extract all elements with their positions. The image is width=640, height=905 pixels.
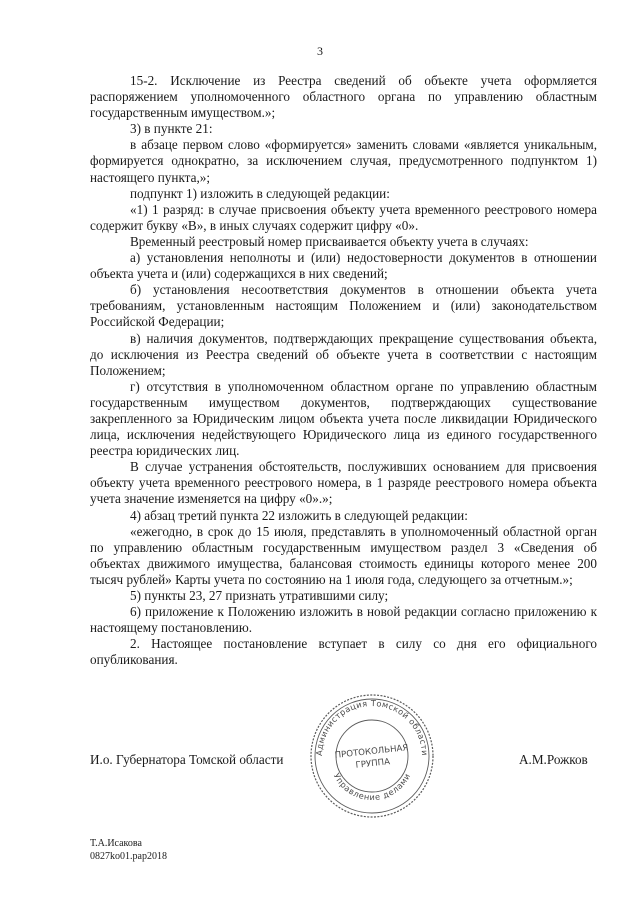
paragraph-subitem-1: подпункт 1) изложить в следующей редакции: [130, 185, 390, 201]
paragraph-item-4: 4) абзац третий пункта 22 изложить в следующей редакции: [130, 507, 468, 523]
svg-text:Управление делами [332, 771, 413, 802]
paragraph-annually: «ежегодно, в срок до 15 июля, представлять в уполномоченный областной орган по управлению областным государственным имуществом раздел 3 «Сведения об объектах движимого имущества, балансовая стоимость единицы которого менее 200 тысяч рублей» Карты учета по состоянию на 1 июля года, следующего за отчетным.»; [90, 523, 597, 587]
paragraph-item-3: 3) в пункте 21: [130, 121, 213, 137]
paragraph-case-b: б) установления несоответствия документов в отношении объекта учета требованиям, установленным настоящим Положением и (или) законодательством Российской Федерации; [90, 282, 597, 330]
paragraph-item-5: 5) пункты 23, 27 признать утратившими силу; [130, 588, 389, 603]
official-stamp [308, 692, 436, 820]
signatory-name: А.М.Рожков [519, 752, 588, 767]
stamp-center-line1: ПРОТОКОЛЬНАЯ [334, 743, 409, 761]
signatory-position: И.о. Губернатора Томской области [90, 752, 284, 767]
stamp-ring-top-text: Администрация Томской области [313, 697, 431, 757]
document-body [90, 73, 597, 668]
paragraph-case-v: в) наличия документов, подтверждающих прекращение существования объекта, до исключения из Реестра сведений об объекте учета в соответствии с настоящим Положением; [90, 330, 597, 378]
document-code: 0827ko01.pap2018 [90, 851, 167, 862]
paragraph-razryad-1: «1) 1 разряд: в случае присвоения объекту учета временного реестрового номера содержит букву «В», в иных случаях содержит цифру «0». [90, 201, 597, 233]
stamp-ring-bottom-text: Управление делами [331, 771, 413, 803]
paragraph-abzac-first: в абзаце первом слово «формируется» заменить словами «является уникальным, формируется однократно, за исключением случая, предусмотренного подпунктом 1) настоящего пункта,»; [90, 137, 597, 185]
paragraph-temp-number: Временный реестровый номер присваивается объекту учета в случаях: [130, 233, 529, 249]
page-number: 3 [317, 44, 323, 58]
executor-name: Т.А.Исакова [90, 838, 142, 849]
paragraph-section-2: 2. Настоящее постановление вступает в силу со дня его официального опубликования. [90, 636, 597, 668]
stamp-center-line2: ГРУППА [355, 757, 391, 771]
paragraph-15-2: 15-2. Исключение из Реестра сведений об объекте учета оформляется распоряжением уполномоченного областного органа по управлению областным государственным имуществом.»; [90, 73, 597, 121]
footer [90, 837, 167, 863]
paragraph-case-a: а) установления неполноты и (или) недостоверности документов в отношении объекта учета и (или) содержащихся в них сведений; [90, 250, 597, 282]
paragraph-case-g: г) отсутствия в уполномоченном областном органе по управлению областным государственным имуществом документов, подтверждающих существование закрепленного за Юридическим лицом объекта учета после ликвидации Юридического лица, исключения недействующего Юридического лица из единого государственного реестра юридических лиц. [90, 378, 597, 459]
paragraph-elimination: В случае устранения обстоятельств, послуживших основанием для присвоения объекту учета временного реестрового номера, в 1 разряде реестрового номера объекта учета значение изменяется на цифру «0».»; [90, 459, 597, 507]
paragraph-item-6: 6) приложение к Положению изложить в новой редакции согласно приложению к настоящему постановлению. [90, 604, 597, 636]
